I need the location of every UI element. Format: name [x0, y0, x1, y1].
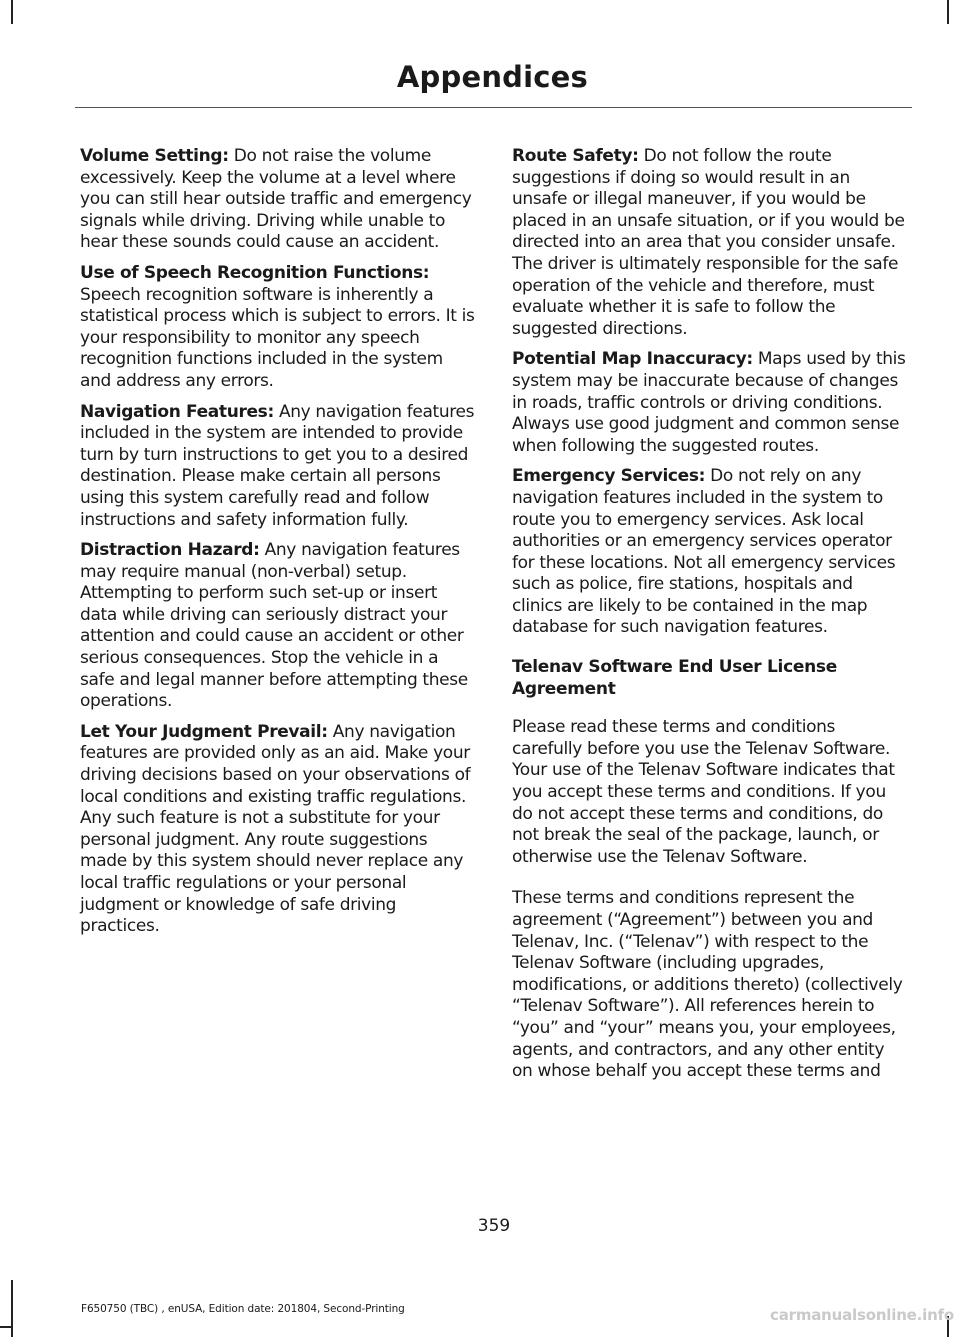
footer-edition-info: F650750 (TBC) , enUSA, Edition date: 201804, Second-Printing: [81, 1303, 405, 1315]
term-text: Any navigation features may require manual (non-verbal) setup. Attempting to perform such set-up or insert data while driving can seriously distract your attention and could cause an accident or other serious consequences. Stop the vehicle in a safe and legal manner before attempting these operations.: [80, 540, 468, 712]
term-text: Maps used by this system may be inaccurate because of changes in roads, traffic controls or driving conditions. Always use good judgment and common sense when following the suggested routes.: [512, 349, 906, 456]
section-heading: Telenav Software End User License Agreement: [512, 657, 837, 699]
term-label: Volume Setting:: [80, 146, 229, 166]
term-text: Do not rely on any navigation features included in the system to route you to emergency services. Ask local authorities or an emergency services operator for these locations. Not all emergency services such as police, fire stations, hospitals and clinics are likely to be contained in the map database for such navigation features.: [512, 466, 896, 638]
term-text: Do not raise the volume excessively. Keep the volume at a level where you can still hear outside traffic and emergency signals while driving. Driving while unable to hear these sounds could cause an accident.: [80, 146, 472, 253]
paragraph-navigation-features: [80, 402, 475, 532]
paragraph-volume-setting: [80, 146, 475, 254]
left-column: [80, 146, 475, 947]
crop-mark-top-left: [11, 0, 13, 24]
term-text: Do not follow the route suggestions if doing so would result in an unsafe or illegal maneuver, if you would be placed in an unsafe situation, or if you would be directed into an area that you consider unsafe. The driver is ultimately responsible for the safe operation of the vehicle and therefore, must evaluate whether it is safe to follow the suggested directions.: [512, 146, 905, 339]
license-paragraph-1: Please read these terms and conditions carefully before you use the Telenav Software. Your use of the Telenav Software indicates that you accept these terms and conditions. If you do not accept these terms and conditions, do not break the seal of the package, launch, or otherwise use the Telenav Software.: [512, 717, 895, 867]
term-label: Route Safety:: [512, 146, 639, 166]
term-label: Emergency Services:: [512, 466, 706, 487]
right-column: [512, 146, 907, 1092]
page-title: Appendices: [396, 60, 588, 94]
paragraph-judgment-prevail: [80, 722, 475, 938]
paragraph-route-safety: [512, 146, 907, 340]
paragraph-emergency-services: [512, 466, 907, 639]
crop-mark-top-right: [947, 0, 949, 24]
term-text: Any navigation features are provided only as an aid. Make your driving decisions based on your observations of local conditions and existing traffic regulations. Any such feature is not a substitute for your personal judgment. Any route suggestions made by this system should never replace any local traffic regulations or your personal judgment or knowledge of safe driving practices.: [80, 721, 471, 937]
page-number: 359: [477, 1216, 511, 1236]
term-label: Distraction Hazard:: [80, 540, 260, 561]
term-label: Use of Speech Recognition Functions:: [80, 262, 430, 283]
term-label: Let Your Judgment Prevail:: [80, 721, 328, 742]
term-label: Potential Map Inaccuracy:: [512, 349, 753, 370]
crop-mark-bottom-left-h: [0, 1326, 13, 1328]
term-label: Navigation Features:: [80, 401, 274, 422]
header-divider: [75, 107, 912, 108]
watermark: carmanualsonline.info: [770, 1306, 954, 1324]
paragraph-distraction-hazard: [80, 540, 475, 713]
paragraph-map-inaccuracy: [512, 349, 907, 457]
paragraph-speech-recognition: [80, 263, 475, 393]
crop-mark-bottom-left-v: [11, 1280, 13, 1337]
term-text: Any navigation features included in the system are intended to provide turn by turn instructions to get you to a desired destination. Please make certain all persons using this system carefully read and follow instructions and safety information fully.: [80, 401, 475, 530]
license-paragraph-2: These terms and conditions represent the agreement (“Agreement”) between you and Telenav, Inc. (“Telenav”) with respect to the Telenav Software (including upgrades, modifications, or additions thereto) (collectively “Telenav Software”). All references herein to “you” and “your” means you, your employees, agents, and contractors, and any other entity on whose behalf you accept these terms and: [512, 888, 903, 1082]
term-text: Speech recognition software is inherently a statistical process which is subject to errors. It is your responsibility to monitor any speech recognition functions included in the system and address any errors.: [80, 284, 475, 391]
